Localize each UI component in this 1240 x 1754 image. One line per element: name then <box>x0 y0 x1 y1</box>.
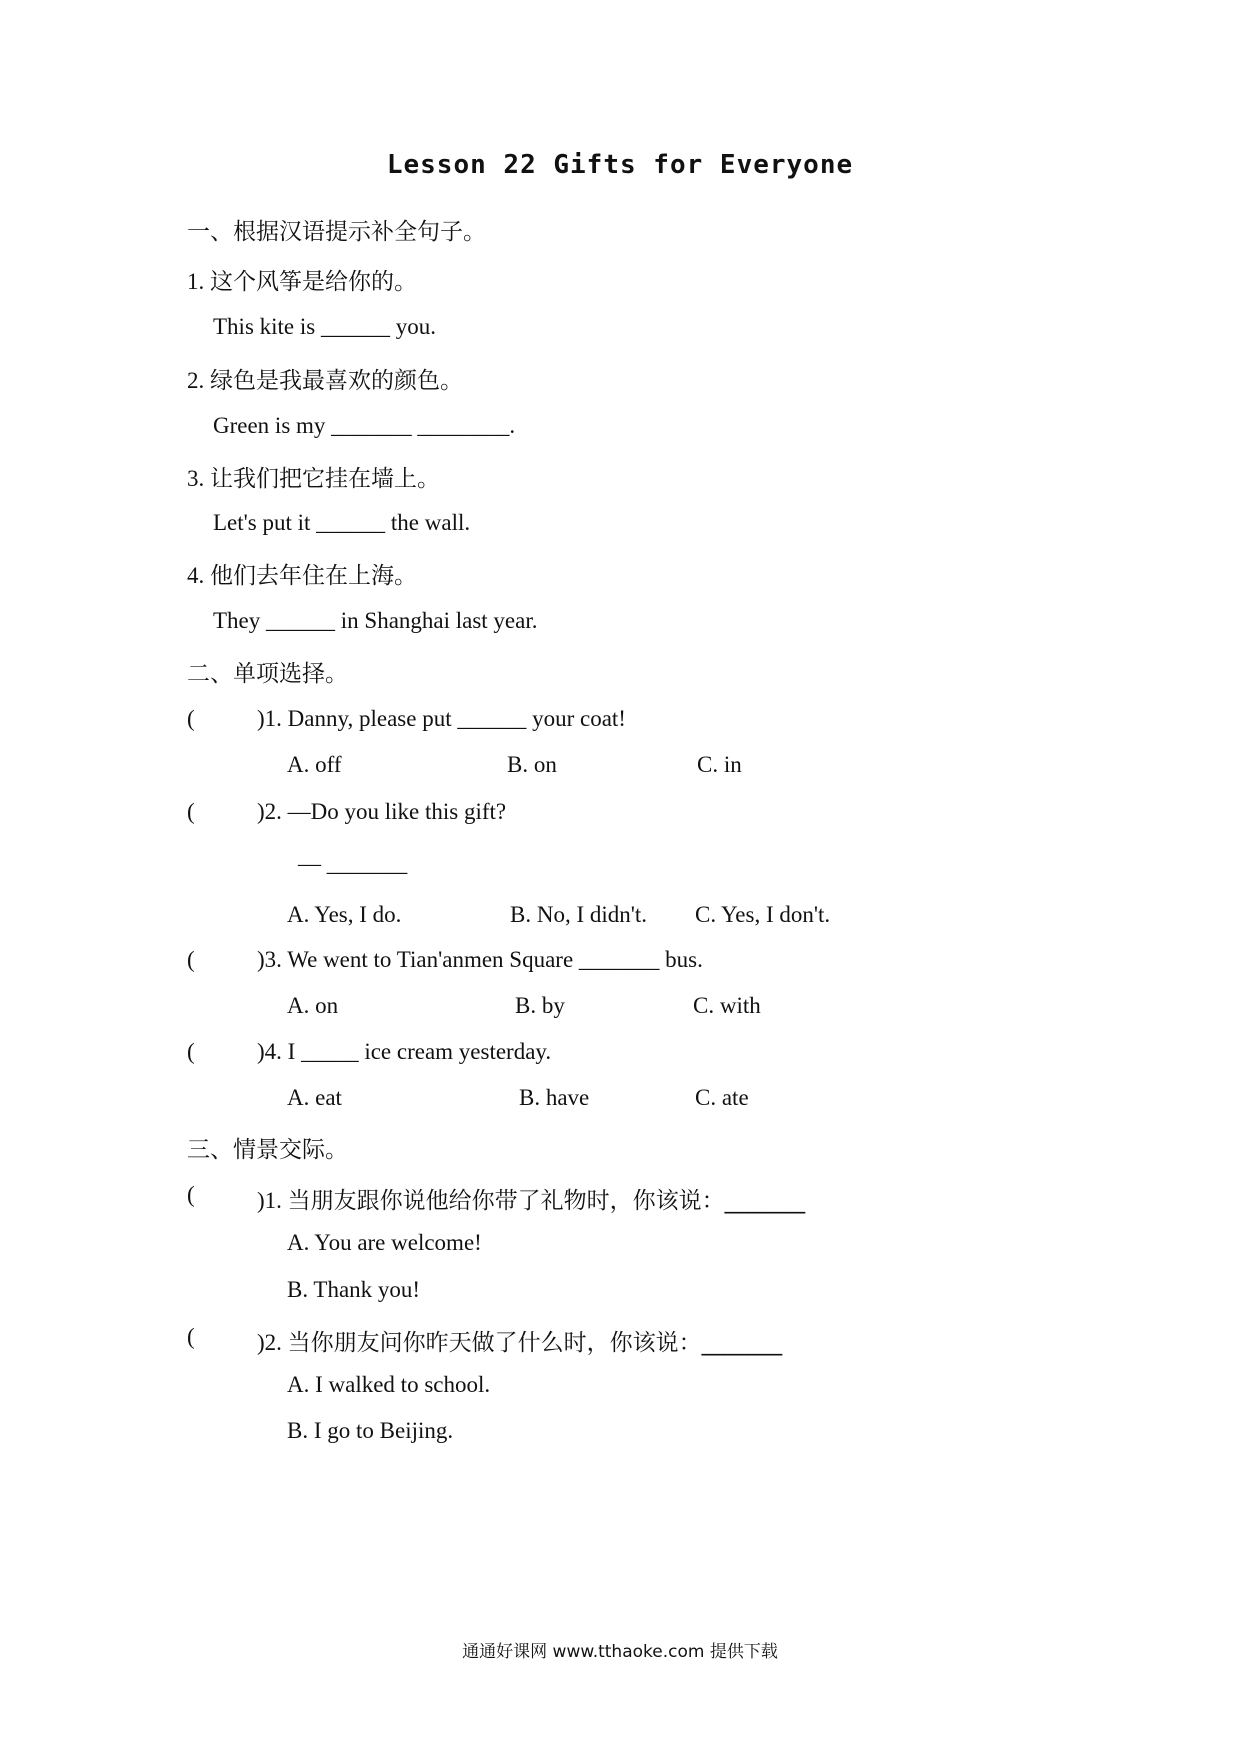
answer-paren: ( <box>187 1324 195 1349</box>
chinese-prompt: 他们去年住在上海。 <box>210 563 417 589</box>
section1-item-2-prompt <box>187 362 463 395</box>
section3-item-1-stem <box>257 1182 805 1215</box>
option-b: B. on <box>507 752 557 777</box>
item-number: 4. <box>187 563 205 588</box>
section1-item-3-prompt <box>187 460 440 493</box>
option-a: A. Yes, I do. <box>287 902 402 927</box>
section2-heading: 二、单项选择。 <box>187 661 348 687</box>
item-number: 1. <box>187 269 205 294</box>
chinese-prompt: 当朋友跟你说他给你带了礼物时，你该说：_______ <box>287 1188 806 1214</box>
option-c: C. with <box>693 993 761 1018</box>
section2-item-1-stem: )1. Danny, please put ______ your coat! <box>257 706 626 731</box>
option-a: A. eat <box>287 1085 342 1110</box>
option-c: C. ate <box>695 1085 749 1110</box>
chinese-prompt: 让我们把它挂在墙上。 <box>210 466 440 492</box>
option-a: A. on <box>287 993 339 1018</box>
section2-item-2-stem: )2. —Do you like this gift? <box>257 799 507 824</box>
answer-paren: ( <box>187 947 195 972</box>
chinese-prompt: 这个风筝是给你的。 <box>210 269 417 295</box>
section3-heading: 三、情景交际。 <box>187 1137 348 1163</box>
section2-item-4-stem: )4. I _____ ice cream yesterday. <box>257 1039 552 1064</box>
item-number: )1. <box>257 1188 282 1213</box>
section1-heading: 一、根据汉语提示补全句子。 <box>187 219 486 245</box>
option-c: C. in <box>697 752 742 777</box>
item-number: 2. <box>187 368 205 393</box>
section3-item-2-stem <box>257 1324 782 1357</box>
answer-paren: ( <box>187 706 195 731</box>
answer-paren: ( <box>187 1039 195 1064</box>
answer-paren: ( <box>187 1182 195 1207</box>
section2-item-2-answer-line: — _______ <box>298 851 408 876</box>
section1-item-3-sentence: Let's put it ______ the wall. <box>213 510 471 535</box>
option-b: B. by <box>515 993 565 1018</box>
answer-paren: ( <box>187 799 195 824</box>
option-b: B. I go to Beijing. <box>287 1418 454 1443</box>
option-b: B. have <box>519 1085 590 1110</box>
option-b: B. Thank you! <box>287 1277 421 1302</box>
option-a: A. You are welcome! <box>287 1230 482 1255</box>
section1-item-4-sentence: They ______ in Shanghai last year. <box>213 608 538 633</box>
section1-item-4-prompt <box>187 557 417 590</box>
section1-item-1-sentence: This kite is ______ you. <box>213 314 436 339</box>
item-number: 3. <box>187 466 205 491</box>
option-b: B. No, I didn't. <box>510 902 648 927</box>
section1-item-1-prompt <box>187 263 417 296</box>
option-a: A. off <box>287 752 342 777</box>
chinese-prompt: 当你朋友问你昨天做了什么时，你该说：_______ <box>287 1330 783 1356</box>
option-c: C. Yes, I don't. <box>695 902 831 927</box>
section2-item-3-stem: )3. We went to Tian'anmen Square _______ bus. <box>257 947 703 972</box>
footer-source: 通通好课网 www.tthaoke.com 提供下载 <box>462 1642 778 1662</box>
page-title: Lesson 22 Gifts for Everyone <box>386 150 854 180</box>
section1-item-2-sentence: Green is my _______ ________. <box>213 413 516 438</box>
item-number: )2. <box>257 1330 282 1355</box>
option-a: A. I walked to school. <box>287 1372 491 1397</box>
chinese-prompt: 绿色是我最喜欢的颜色。 <box>210 368 463 394</box>
